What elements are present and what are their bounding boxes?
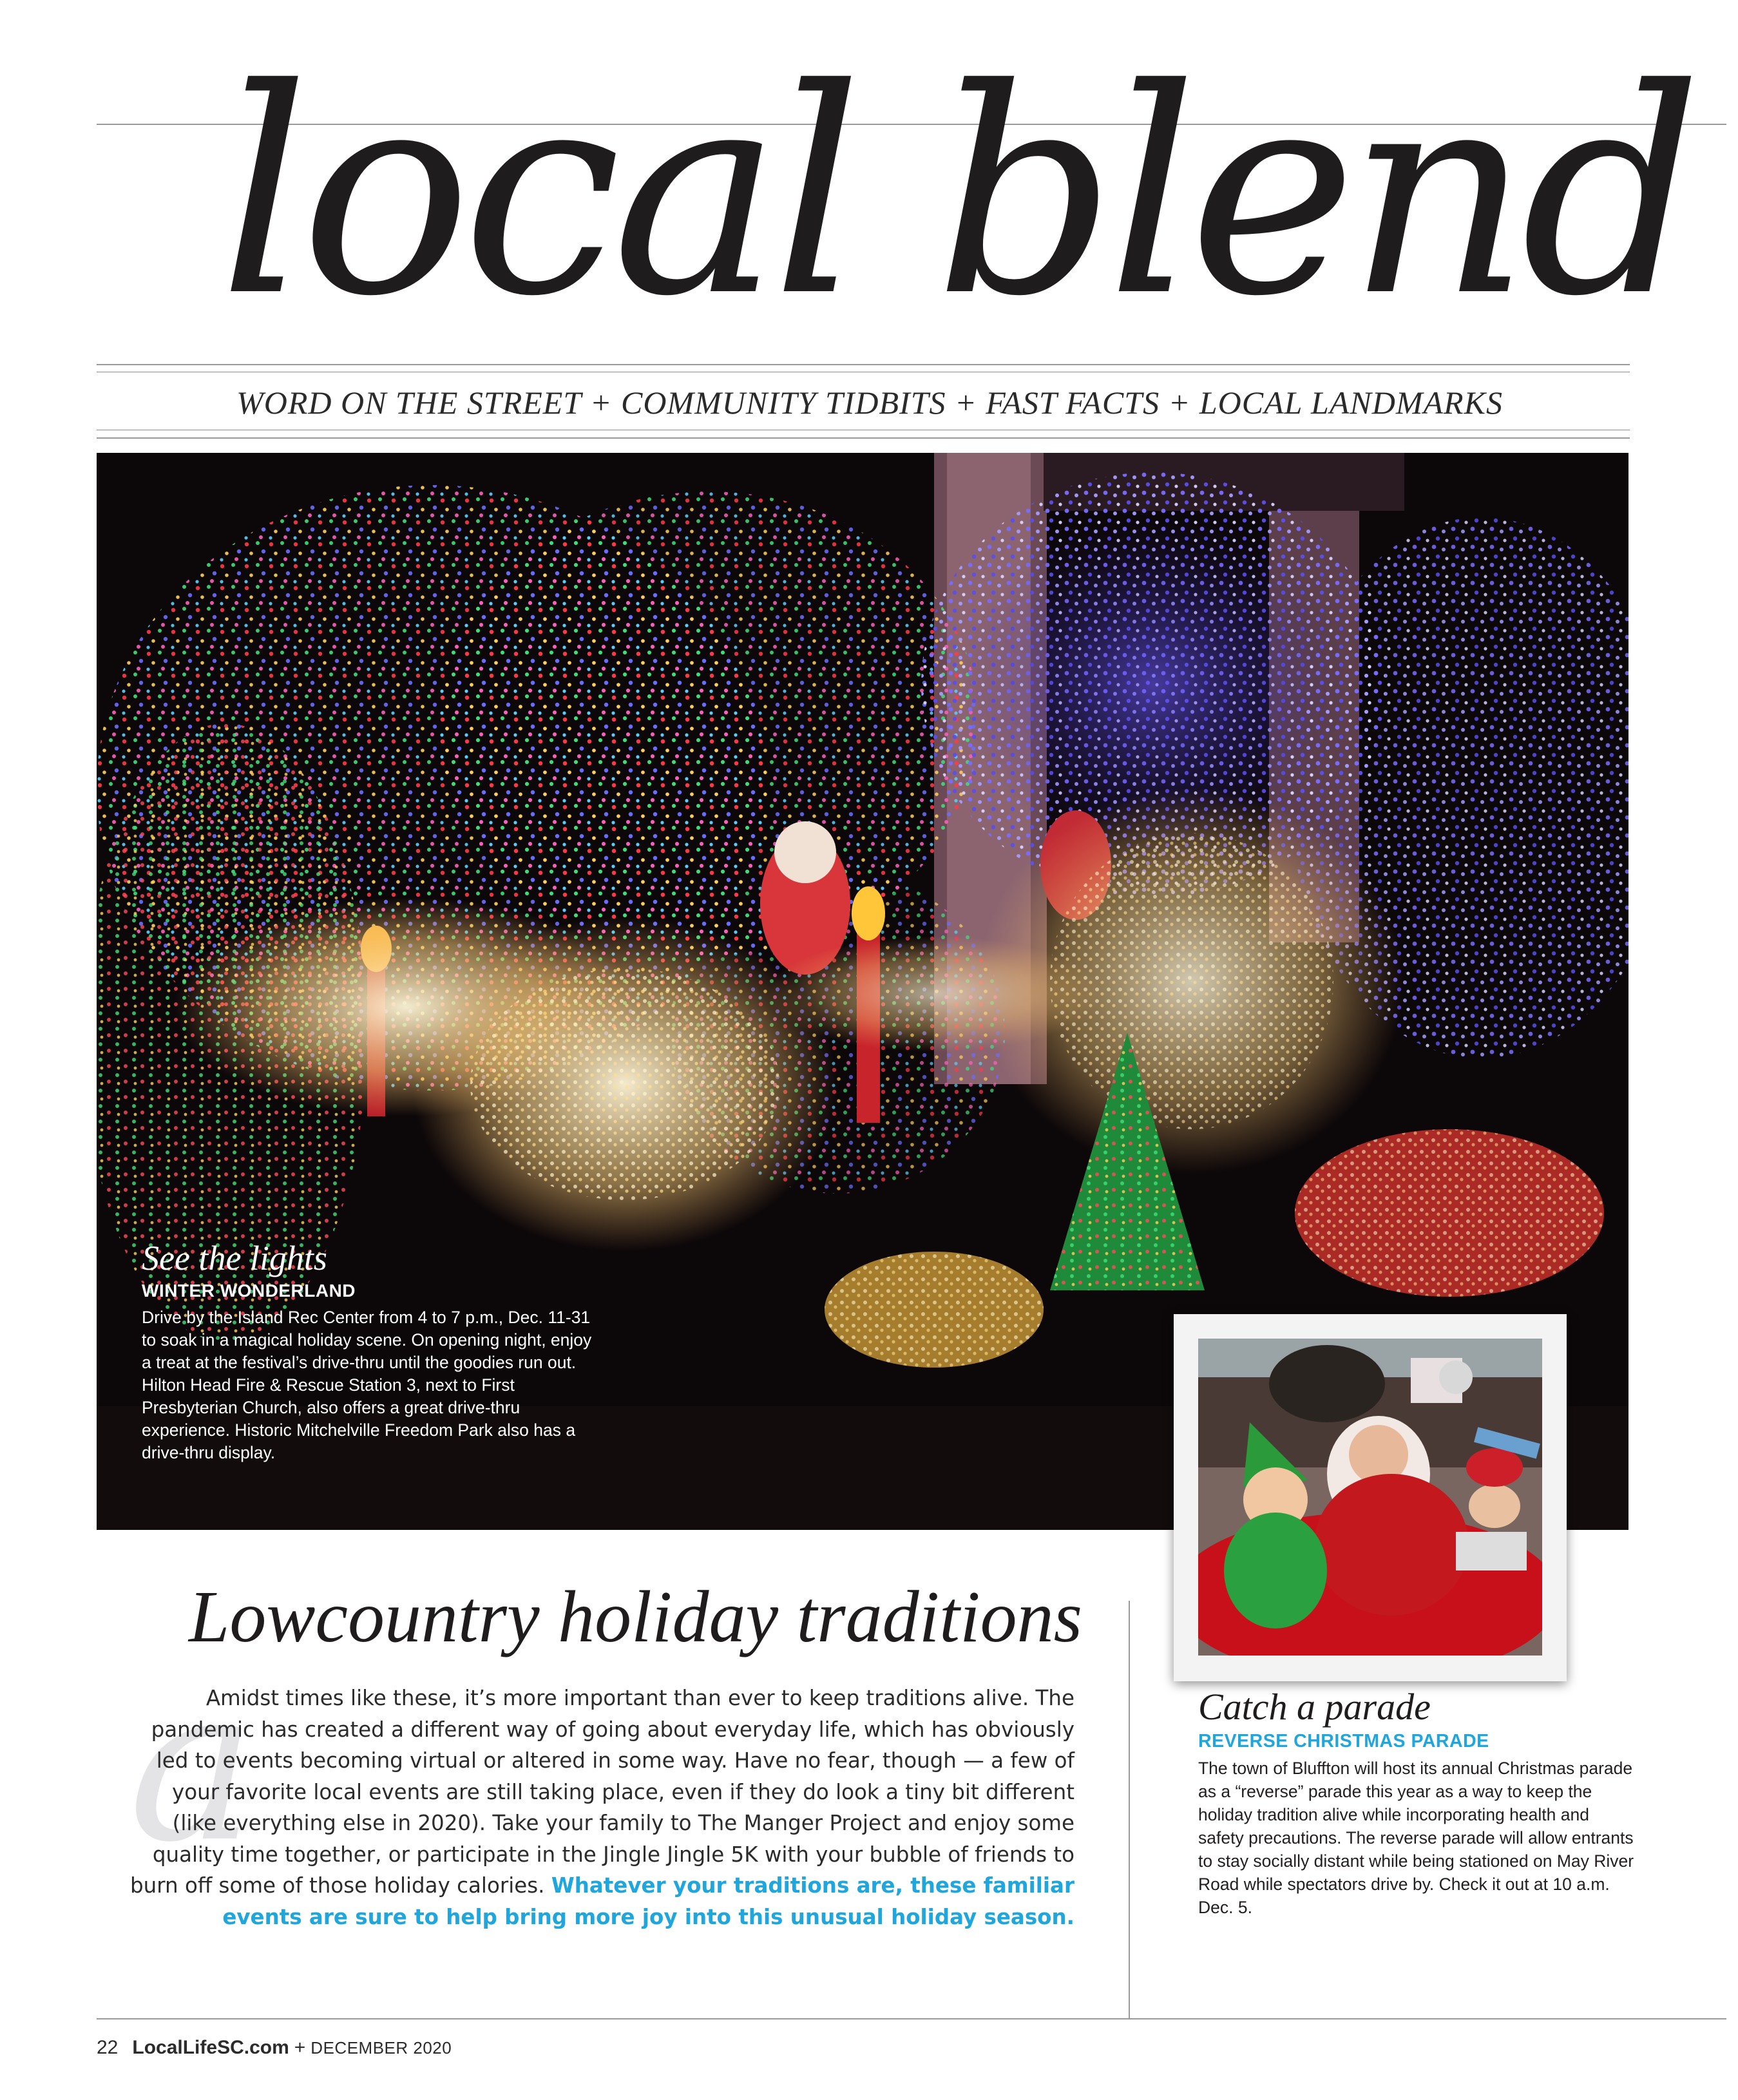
parade-caption-heading: Catch a parade xyxy=(1198,1686,1431,1728)
article-line-7-plain: burn off some of those holiday calories. xyxy=(130,1873,545,1898)
page-folio xyxy=(97,2032,452,2063)
article-line-5: (like everything else in 2020). Take your family to The Manger Project and enjoy some xyxy=(172,1811,1074,1835)
masthead-title: local blend xyxy=(219,28,1694,358)
masthead-rule-1 xyxy=(97,364,1630,365)
article-line-6: quality time together, or participate in the Jingle Jingle 5K with your bubble of friends to xyxy=(152,1842,1074,1867)
caption-catch-a-parade xyxy=(1198,1685,1636,1919)
tagline-rule-2 xyxy=(97,437,1630,439)
footer-rule xyxy=(97,2018,1726,2019)
caption-see-the-lights xyxy=(142,1237,606,1464)
article-body xyxy=(129,1683,1074,1933)
article-headline: Lowcountry holiday traditions xyxy=(188,1576,1082,1657)
article-line-2: pandemic has created a different way of going about everyday life, which has obviously xyxy=(151,1717,1074,1742)
page-number: 22 xyxy=(97,2037,119,2058)
article-line-1: Amidst times like these, it’s more important than ever to keep traditions alive. The xyxy=(205,1686,1074,1710)
parade-photo xyxy=(1198,1339,1542,1656)
caption-subheading: WINTER WONDERLAND xyxy=(142,1281,356,1301)
caption-body: Drive by the Island Rec Center from 4 to 7 p.m., Dec. 11-31 to soak in a magical holiday scene. On opening night, enjoy a treat at the festival’s drive-thru until the goodies run out. Hilton Head Fire & Rescue Station 3, next to First Presbyterian Church, also offers a great drive-thru experience. Historic Mitchelville Freedom Park also has a drive-thru display. xyxy=(142,1308,592,1462)
folio-issue: DECEMBER 2020 xyxy=(310,2038,452,2057)
parade-caption-body: The town of Bluffton will host its annual Christmas parade as a “reverse” parade this year as a way to keep the holiday tradition alive while incorporating health and safety precautions. The reverse parade will allow entrants to stay socially distant while being stationed on May River Road while spectators drive by. Check it out at 10 a.m. Dec. 5. xyxy=(1198,1759,1634,1917)
parade-caption-subheading: REVERSE CHRISTMAS PARADE xyxy=(1198,1731,1489,1752)
article-highlight-2: events are sure to help bring more joy into this unusual holiday season. xyxy=(222,1904,1074,1929)
article-line-7 xyxy=(129,1870,1074,1902)
caption-heading: See the lights xyxy=(142,1239,327,1277)
article-line-4: your favorite local events are still taking place, even if they do look a tiny bit different xyxy=(172,1779,1074,1804)
folio-separator: + xyxy=(294,2037,306,2058)
article-dropcap: a xyxy=(129,1641,256,1889)
section-tagline: WORD ON THE STREET + COMMUNITY TIDBITS + FAST FACTS + LOCAL LANDMARKS xyxy=(236,385,1503,421)
article-line-3: led to events becoming virtual or altered in some way. Have no fear, though — a few of xyxy=(156,1748,1074,1773)
folio-site: LocalLifeSC.com xyxy=(132,2037,289,2058)
article-highlight-1: Whatever your traditions are, these familiar xyxy=(551,1873,1074,1898)
parade-photo-frame xyxy=(1174,1314,1567,1681)
parade-illustration xyxy=(1198,1339,1542,1656)
column-divider xyxy=(1129,1601,1130,2018)
